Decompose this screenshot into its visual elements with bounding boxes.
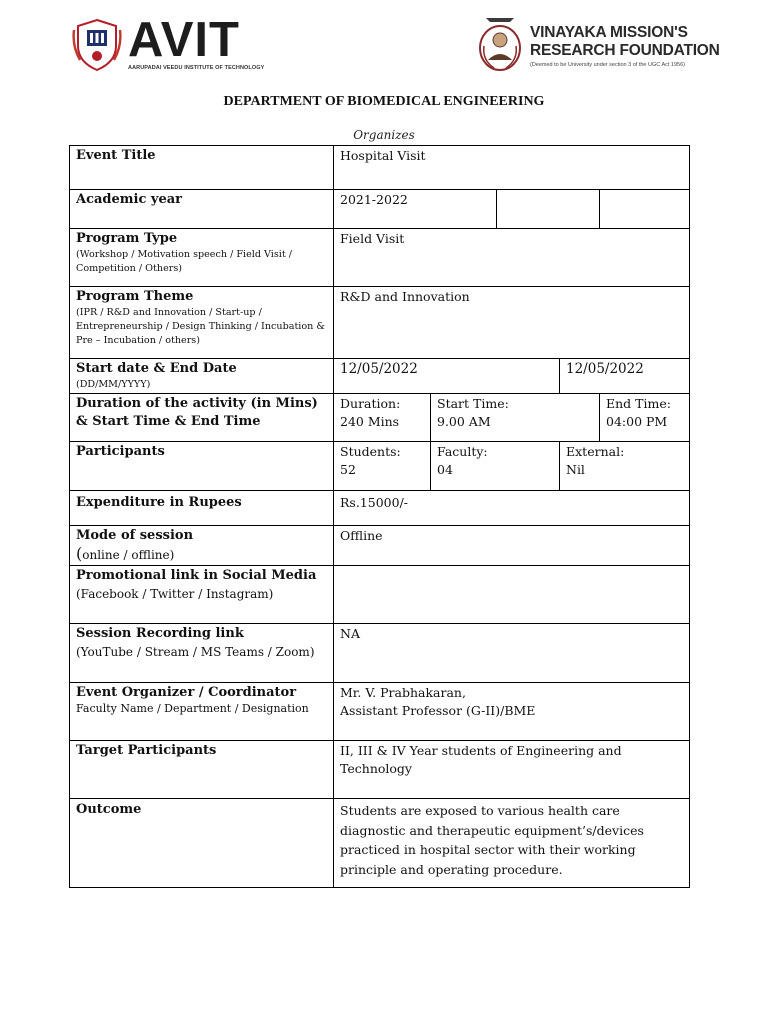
- participants-label: Participants: [76, 444, 165, 459]
- recording-link-label: Session Recording link: [76, 626, 244, 641]
- academic-year-blank-1: [497, 190, 600, 229]
- external-value: Nil: [566, 462, 585, 477]
- row-outcome: [70, 799, 690, 888]
- event-title-label: Event Title: [76, 148, 156, 163]
- organizer-name: Mr. V. Prabhakaran,: [340, 685, 466, 700]
- end-time-label: End Time:: [606, 396, 671, 411]
- row-mode: [70, 526, 690, 566]
- students-label: Students:: [340, 444, 401, 459]
- row-duration: [70, 394, 690, 442]
- recording-link-note: (YouTube / Stream / MS Teams / Zoom): [76, 645, 315, 659]
- start-time-value: 9.00 AM: [437, 414, 491, 429]
- dates-label: Start date & End Date: [76, 361, 237, 376]
- academic-year-value: 2021-2022: [340, 192, 408, 207]
- faculty-label: Faculty:: [437, 444, 488, 459]
- program-type-note: (Workshop / Motivation speech / Field Visit / Competition / Others): [76, 249, 292, 274]
- program-type-value: Field Visit: [340, 231, 405, 246]
- event-title-value: Hospital Visit: [340, 148, 426, 163]
- dates-note: (DD/MM/YYYY): [76, 379, 151, 390]
- avit-logo: [72, 13, 265, 74]
- row-promotional-link: [70, 566, 690, 624]
- row-target-participants: [70, 741, 690, 799]
- academic-year-label: Academic year: [76, 192, 183, 207]
- duration-value: 240 Mins: [340, 414, 400, 429]
- students-value: 52: [340, 462, 356, 477]
- outcome-value: Students are exposed to various health care diagnostic and therapeutic equipment’s/devices practiced in hospital sector with their working principle and operating procedure.: [340, 803, 644, 877]
- faculty-value: 04: [437, 462, 453, 477]
- program-type-label: Program Type: [76, 231, 178, 246]
- expenditure-label: Expenditure in Rupees: [76, 495, 242, 510]
- mode-value: Offline: [340, 528, 383, 543]
- row-expenditure: [70, 491, 690, 526]
- vmrf-title-line2: RESEARCH FOUNDATION: [530, 42, 720, 59]
- academic-year-blank-2: [600, 190, 690, 229]
- avit-crest-icon: [72, 16, 122, 72]
- row-program-type: [70, 229, 690, 287]
- promo-link-note: (Facebook / Twitter / Instagram): [76, 587, 274, 601]
- target-value: II, III & IV Year students of Engineering and Technology: [340, 743, 622, 776]
- mode-paren: (: [76, 544, 83, 563]
- start-date-value: 12/05/2022: [340, 361, 418, 377]
- program-theme-label: Program Theme: [76, 289, 194, 304]
- program-theme-value: R&D and Innovation: [340, 289, 470, 304]
- end-date-value: 12/05/2022: [566, 361, 644, 377]
- avit-wordmark: AVIT: [128, 13, 240, 67]
- event-details-table: [69, 145, 690, 888]
- vmrf-subtitle: (Deemed to be University under section 3 of the UGC Act 1956): [530, 62, 685, 68]
- organizer-designation: Assistant Professor (G-II)/BME: [340, 703, 536, 718]
- recording-link-value: NA: [340, 626, 360, 641]
- row-dates: [70, 359, 690, 394]
- row-program-theme: [70, 287, 690, 359]
- row-recording-link: [70, 624, 690, 683]
- duration-label: Duration of the activity (in Mins) & Start Time & End Time: [76, 396, 318, 429]
- end-time-value: 04:00 PM: [606, 414, 668, 429]
- expenditure-value: Rs.15000/-: [340, 495, 408, 510]
- outcome-label: Outcome: [76, 802, 142, 817]
- duration-field-label: Duration:: [340, 396, 401, 411]
- department-title: DEPARTMENT OF BIOMEDICAL ENGINEERING: [223, 94, 545, 109]
- row-participants: [70, 442, 690, 491]
- row-event-title: [70, 146, 690, 190]
- vmrf-seal-icon: [476, 16, 524, 72]
- start-time-label: Start Time:: [437, 396, 509, 411]
- program-theme-note: (IPR / R&D and Innovation / Start-up / Entrepreneurship / Design Thinking / Incubation & Pre – Incubation / others): [76, 307, 325, 346]
- external-label: External:: [566, 444, 625, 459]
- mode-label: Mode of session: [76, 528, 194, 543]
- avit-subtitle: AARUPADAI VEEDU INSTITUTE OF TECHNOLOGY: [128, 65, 265, 71]
- mode-note: online / offline): [82, 548, 175, 562]
- vmrf-title-line1: VINAYAKA MISSION'S: [530, 24, 688, 41]
- row-academic-year: [70, 190, 690, 229]
- event-title-label-cell: [70, 146, 334, 190]
- row-organizer: [70, 683, 690, 741]
- promo-link-label: Promotional link in Social Media: [76, 568, 317, 583]
- organizer-note: Faculty Name / Department / Designation: [76, 702, 309, 715]
- organizes-label: Organizes: [353, 128, 415, 142]
- vmrf-logo: [476, 16, 720, 74]
- organizer-label: Event Organizer / Coordinator: [76, 685, 297, 700]
- target-label: Target Participants: [76, 743, 217, 758]
- event-title-value-cell: [334, 146, 690, 190]
